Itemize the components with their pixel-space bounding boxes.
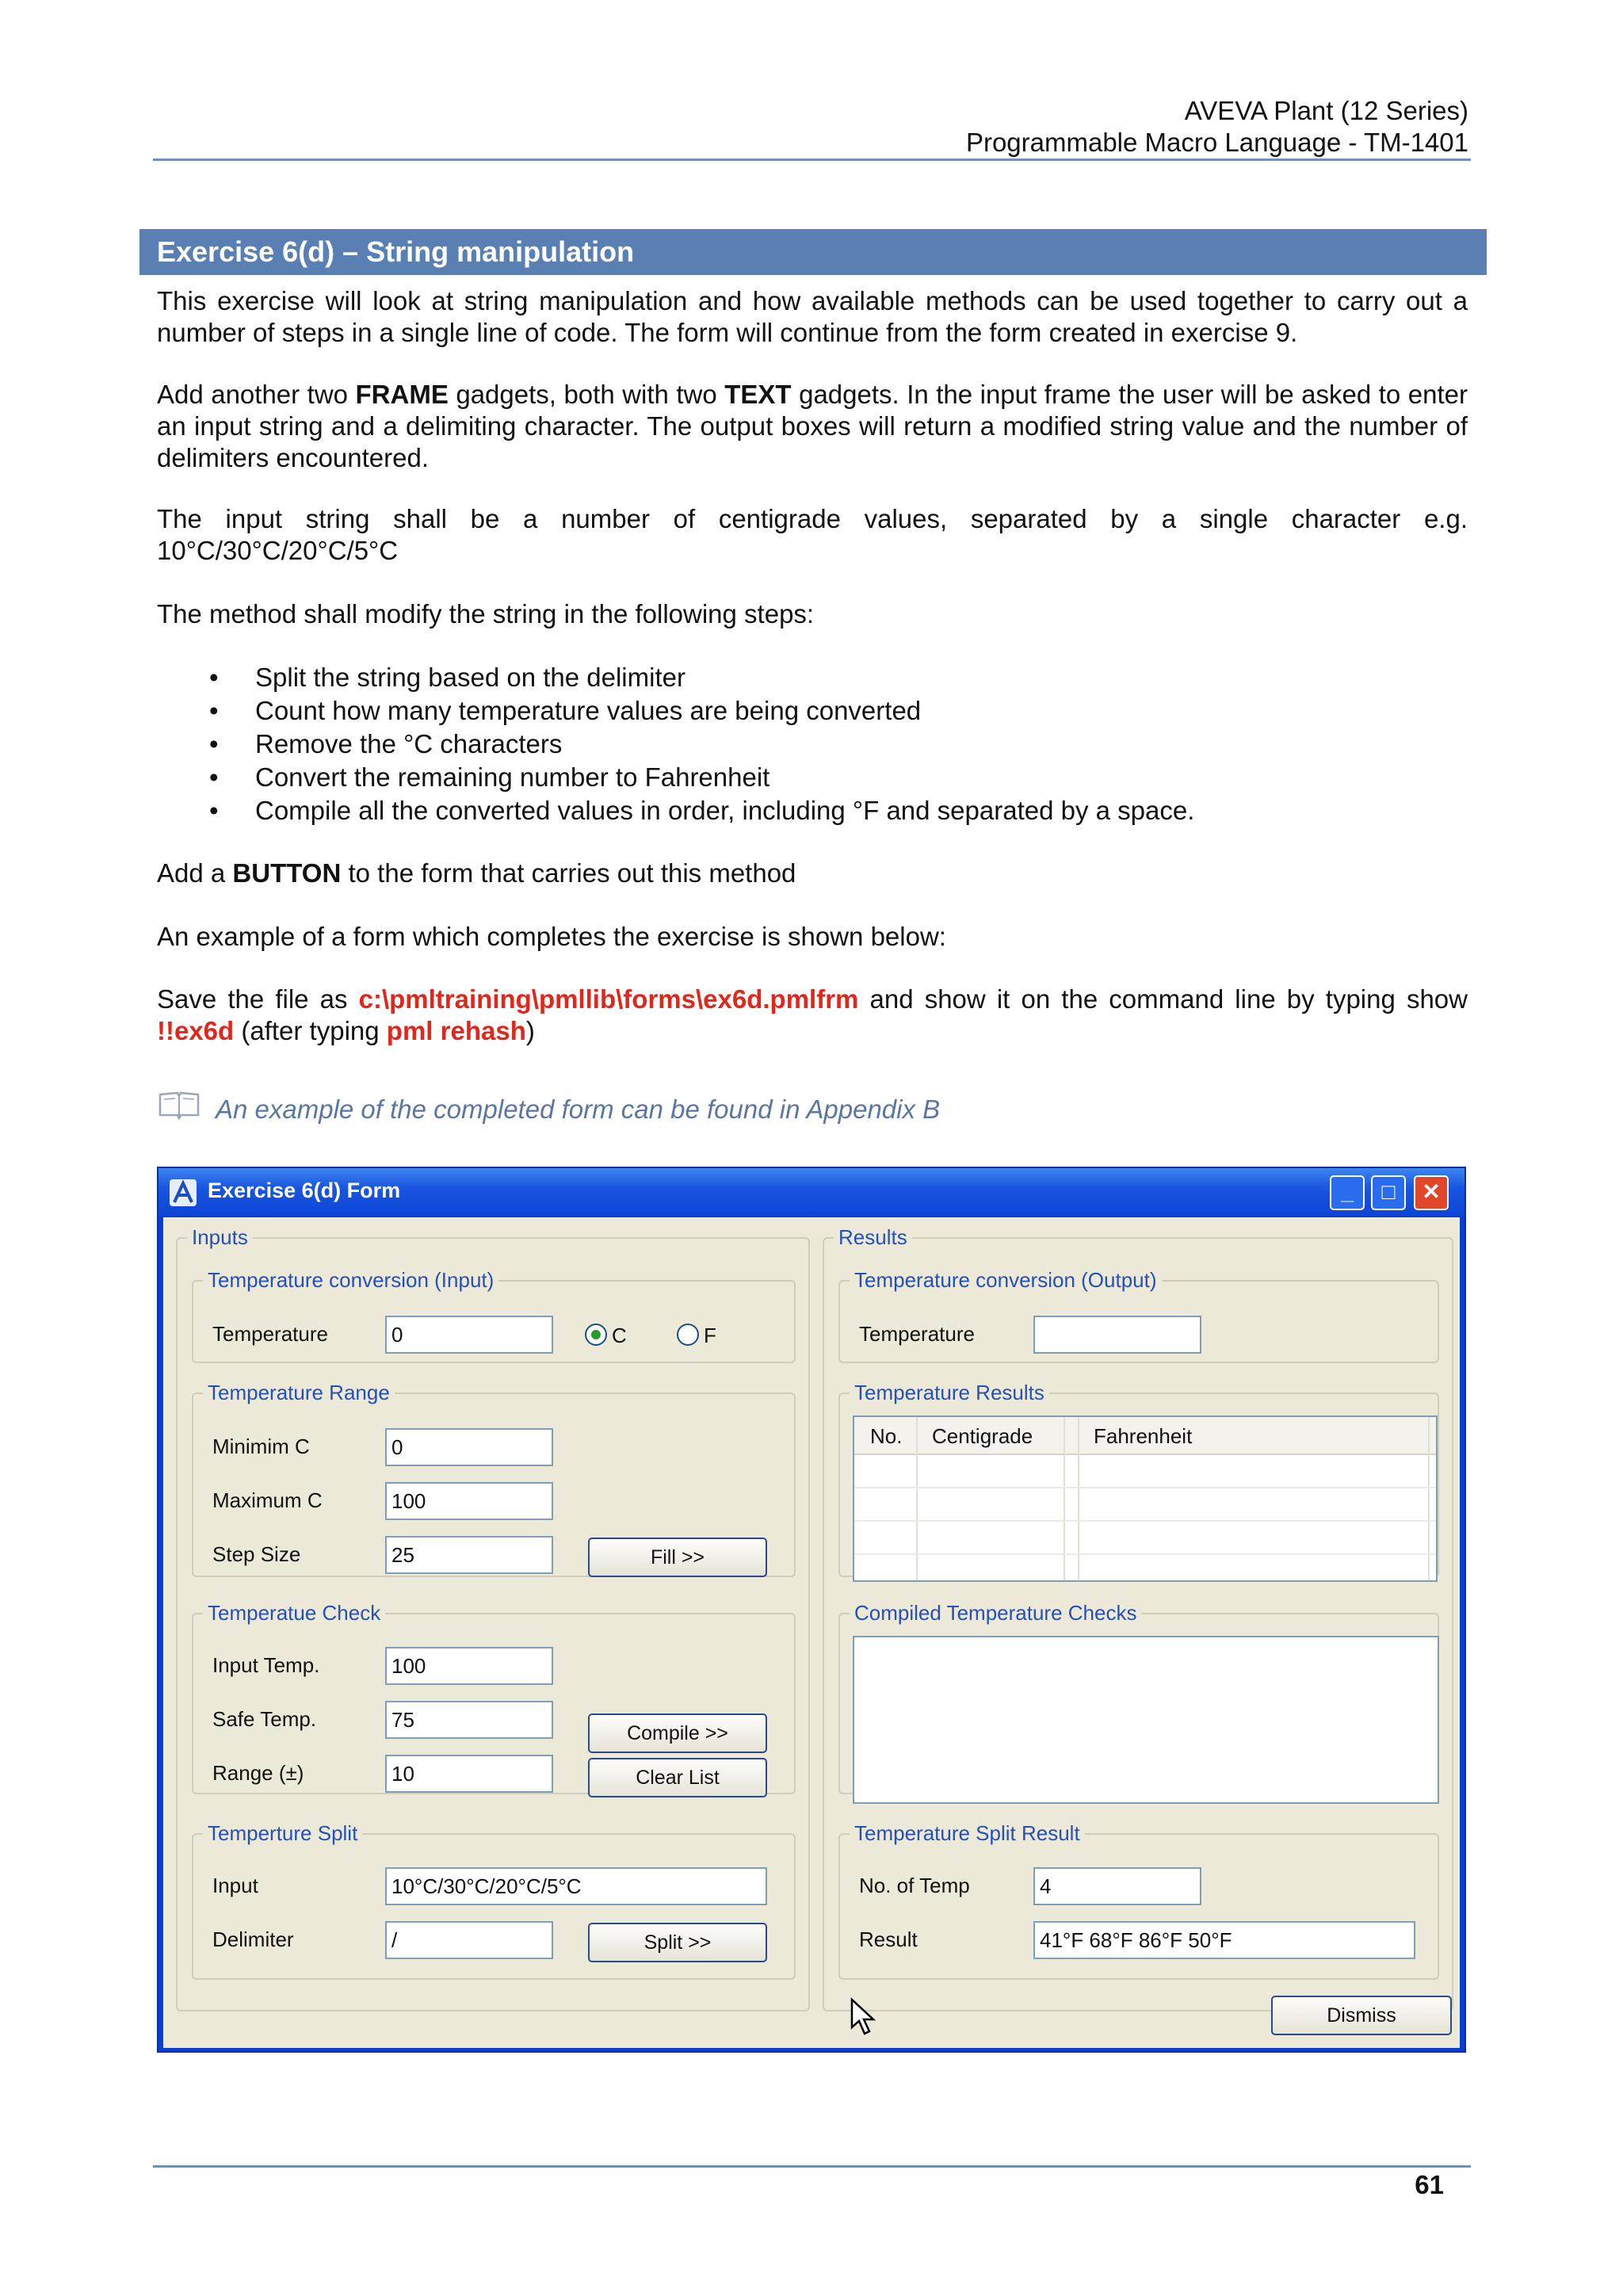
output-temperature-field[interactable] xyxy=(1033,1316,1201,1354)
output-temperature-label: Temperature xyxy=(859,1322,975,1346)
col-divider xyxy=(916,1417,918,1580)
input-temp-input[interactable]: 100 xyxy=(385,1647,553,1685)
temp-results-legend: Temperature Results xyxy=(854,1381,1044,1404)
header-rule xyxy=(153,159,1471,161)
temp-split-legend: Temperture Split xyxy=(208,1821,358,1845)
input-temp-label: Input Temp. xyxy=(212,1653,320,1677)
compiled-checks-textarea[interactable] xyxy=(853,1636,1439,1804)
window-titlebar xyxy=(158,1168,1465,1216)
count-field[interactable]: 4 xyxy=(1033,1867,1201,1905)
range-label: Range (±) xyxy=(212,1761,304,1785)
row-line xyxy=(854,1487,1436,1488)
split-input-field[interactable]: 10°C/30°C/20°C/5°C xyxy=(385,1867,767,1905)
list-item: • Compile all the converted values in order, including °F and separated by a space. xyxy=(209,796,1195,825)
max-label: Maximum C xyxy=(212,1488,323,1512)
book-icon xyxy=(157,1088,201,1120)
minimize-button[interactable]: _ xyxy=(1330,1175,1365,1210)
step-label: Step Size xyxy=(212,1542,301,1566)
method-paragraph: The method shall modify the string in the following steps: xyxy=(157,599,815,628)
app-icon xyxy=(170,1179,197,1206)
delimiter-input[interactable]: / xyxy=(385,1921,553,1959)
mouse-cursor-icon xyxy=(850,1997,878,2038)
split-button[interactable]: Split >> xyxy=(588,1923,767,1962)
example-paragraph: An example of a form which completes the exercise is shown below: xyxy=(157,922,946,951)
col-divider xyxy=(1078,1417,1079,1580)
safe-temp-input[interactable]: 75 xyxy=(385,1701,553,1739)
fill-button[interactable]: Fill >> xyxy=(588,1538,767,1577)
min-label: Minimim C xyxy=(212,1435,310,1458)
list-item: • Convert the remaining number to Fahrenheit xyxy=(209,762,770,792)
min-input[interactable]: 0 xyxy=(385,1428,553,1466)
intro-paragraph: This exercise will look at string manipulation and how available methods can be used together to carry out a number of steps in a single line of code. The form will continue from the form created in exercise 9. xyxy=(157,286,1468,347)
list-item: • Count how many temperature values are being converted xyxy=(209,696,922,725)
count-label: No. of Temp xyxy=(859,1874,970,1897)
list-item: • Split the string based on the delimiter xyxy=(209,663,685,692)
temperature-input[interactable]: 0 xyxy=(385,1316,553,1354)
input-paragraph: The input string shall be a number of centigrade values, separated by a single character e.g. 10°C/30°C/20°C/5°C xyxy=(157,504,1468,565)
radio-fahrenheit[interactable] xyxy=(677,1324,699,1346)
steps-list xyxy=(157,661,1468,827)
col-fahrenheit[interactable]: Fahrenheit xyxy=(1094,1424,1193,1448)
form-client-area xyxy=(163,1217,1460,2048)
result-label: Result xyxy=(859,1927,918,1951)
delimiter-label: Delimiter xyxy=(212,1927,294,1951)
temperature-label: Temperature xyxy=(212,1322,328,1346)
compiled-checks-legend: Compiled Temperature Checks xyxy=(854,1601,1137,1625)
close-button[interactable]: ✕ xyxy=(1414,1175,1449,1210)
radio-celsius[interactable] xyxy=(585,1324,607,1346)
form-window xyxy=(157,1167,1466,2053)
radio-fahrenheit-label: F xyxy=(704,1324,716,1347)
row-line xyxy=(854,1520,1436,1522)
temp-check-legend: Temperatue Check xyxy=(208,1601,381,1625)
dismiss-button[interactable]: Dismiss xyxy=(1271,1996,1452,2035)
radio-celsius-label: C xyxy=(612,1324,627,1347)
temp-range-legend: Temperature Range xyxy=(208,1381,390,1404)
split-result-legend: Temperature Split Result xyxy=(854,1821,1080,1845)
split-input-label: Input xyxy=(212,1874,258,1897)
row-line xyxy=(854,1553,1436,1555)
button-paragraph: Add a BUTTON to the form that carries out this method xyxy=(157,858,796,888)
exercise-heading: Exercise 6(d) – String manipulation xyxy=(139,229,1487,275)
result-field[interactable]: 41°F 68°F 86°F 50°F xyxy=(1033,1921,1415,1959)
col-centigrade[interactable]: Centigrade xyxy=(932,1424,1033,1448)
max-input[interactable]: 100 xyxy=(385,1482,553,1520)
frame-paragraph: Add another two FRAME gadgets, both with two TEXT gadgets. In the input frame the user will be asked to enter an input string and a delimiting character. The output boxes will return a modified string value and the number of delimiters encountered. xyxy=(157,380,1468,472)
save-paragraph: Save the file as c:\pmltraining\pmllib\forms\ex6d.pmlfrm and show it on the command line by typing show !!ex6d (after typing pml rehash) xyxy=(157,984,1468,1045)
col-divider xyxy=(1064,1417,1065,1580)
results-legend: Results xyxy=(838,1225,907,1249)
col-divider xyxy=(1428,1417,1430,1580)
compile-button[interactable]: Compile >> xyxy=(588,1713,767,1753)
clear-list-button[interactable]: Clear List xyxy=(588,1758,767,1797)
inputs-legend: Inputs xyxy=(192,1225,248,1249)
maximize-button[interactable]: □ xyxy=(1371,1175,1406,1210)
temp-conversion-output-legend: Temperature conversion (Output) xyxy=(854,1268,1157,1292)
temp-conversion-input-legend: Temperature conversion (Input) xyxy=(208,1268,495,1292)
col-no[interactable]: No. xyxy=(870,1424,903,1448)
list-item: • Remove the °C characters xyxy=(209,729,563,758)
step-input[interactable]: 25 xyxy=(385,1536,553,1574)
safe-temp-label: Safe Temp. xyxy=(212,1707,317,1731)
header-title: AVEVA Plant (12 Series) xyxy=(1184,96,1468,125)
results-list[interactable] xyxy=(853,1415,1438,1582)
range-input[interactable]: 10 xyxy=(385,1755,553,1793)
header-subtitle: Programmable Macro Language - TM-1401 xyxy=(965,128,1468,157)
window-title: Exercise 6(d) Form xyxy=(208,1179,401,1202)
page-number: 61 xyxy=(1415,2170,1444,2199)
footer-rule xyxy=(153,2165,1471,2168)
appendix-note: An example of the completed form can be found in Appendix B xyxy=(216,1095,941,1124)
